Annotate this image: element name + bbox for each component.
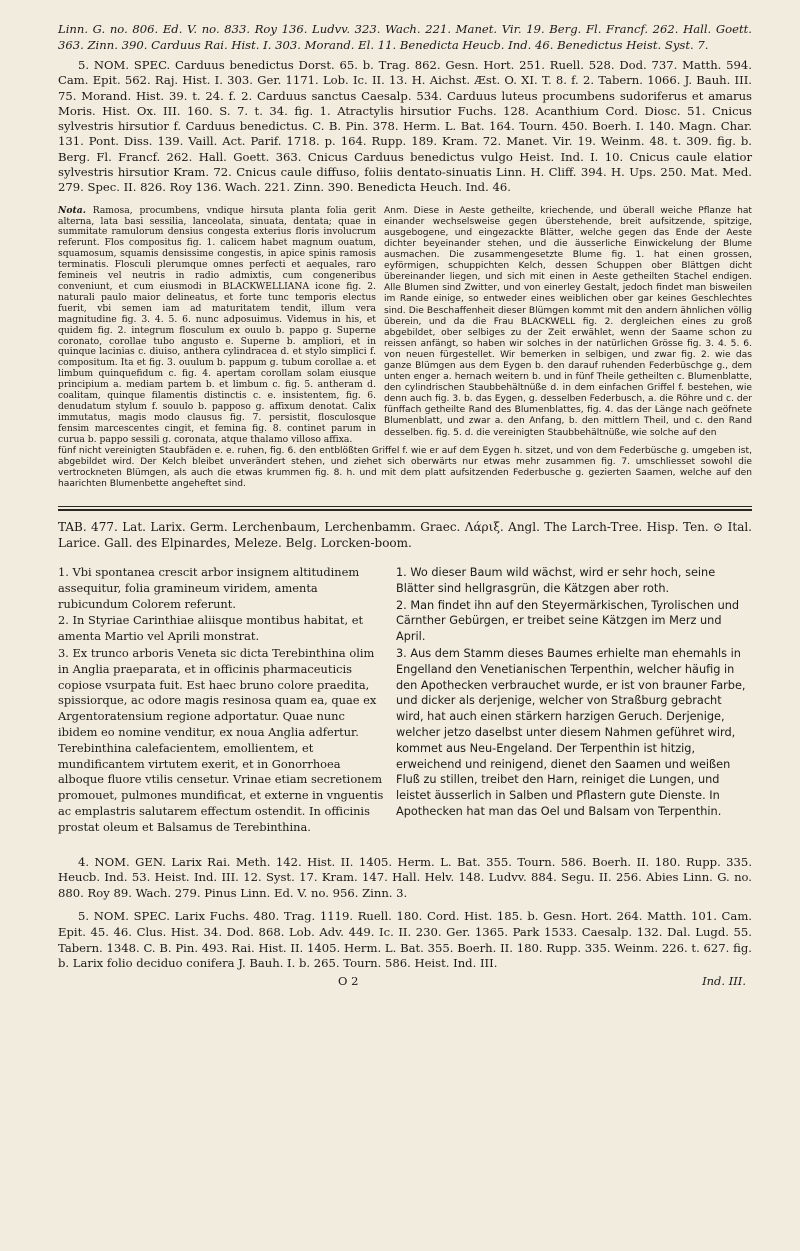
larix-german-column: [396, 565, 752, 821]
larix-latin-column: [58, 565, 386, 837]
larix-latin-para: 3. Ex trunco arboris Veneta sic dicta Terebinthina olim in Anglia praeparata, et in officinis pharmaceuticis copiose vsurpata fuit. Est haec bruno colore praedita, spissiorque, ac odore magis resinosa quam ea, quae ex Argentoratensium regione adportatur. Quae nunc ibidem eo nomine venditur, ex noua Anglia adfertur. Terebinthina calefacientem, emollientem, et mundificantem virtutem exerit, et in Gonorrhoea alboque fluore vtilis censetur. Vrinae etiam secretionem promouet, pulmones mundificat, et externe in vnguentis ac emplastris salutarem effectum ostendit. In officinis prostat oleum et Balsamus de Terebinthina.: [58, 645, 384, 834]
nom-gen: 4. NOM. GEN. Larix Rai. Meth. 142. Hist. II. 1405. Herm. L. Bat. 355. Tourn. 586. Boerh. II. 180. Rupp. 335. Heucb. Ind. 53. Heist. Ind. III. 12. Syst. 17. Kram. 147. Hall. Helv. 148. Ludvv. 884. Segu. II. 256. Abies Linn. G. no. 880. Roy 89. Wach. 279. Pinus Linn. Ed. V. no. 956. Zinn. 3.: [58, 854, 752, 900]
nota-latin-column: [58, 206, 376, 446]
larix-latin-para: 2. In Styriae Carinthiae aliisque montibus habitat, et amenta Martio vel Aprili monstrat.: [58, 613, 364, 644]
larix-latin-para: 1. Vbi spontanea crescit arbor insignem altitudinem assequitur, folia gramineum viridem, amenta rubicundum Colorem referunt.: [58, 564, 360, 611]
nota-lead: Nota.: [58, 204, 86, 216]
larix-german-para: 3. Aus dem Stamm dieses Baumes erhielte man ehemahls in Engelland den Venetianischen Terpenthin, welcher häufig in den Apothecken verbrauchet wurde, er ist von brauner Farbe, und dicker als derjenige, welcher von Straßburg gebracht wird, hat auch einen stärkern harzigen Geruch. Derjenige, welcher jetzo daselbst unter diesem Nahmen geführet wird, kommet aus Neu-Engeland. Der Terpenthin ist hitzig, erweichend und reinigend, dienet den Saamen und weißen Fluß zu stillen, treibet den Harn, reiniget die Lungen, und leistet äusserlich in Salben und Pflastern gute Dienste. In Apothecken hat man das Oel und Balsam von Terpenthin.: [396, 646, 746, 818]
species-synonyms: 5. NOM. SPEC. Carduus benedictus Dorst. 65. b. Trag. 862. Gesn. Hort. 251. Ruell. 528. Dod. 737. Matth. 594. Cam. Epit. 562. Raj. Hist. I. 303. Ger. 1171. Lob. Ic. II. 13. H. Aichst. Æst. O. XI. T. 8. f. 2. Tabern. 1066. J. Bauh. III. 75. Morand. Hist. 39. t. 24. f. 2. Carduus sanctus Caesalp. 534. Carduus luteus procumbens sudoriferus et amarus Moris. Hist. Ox. III. 160. S. 7. t. 34. fig. 1. Atractylis hirsutior Fuchs. 128. Acanthium Cord. Diosc. 51. Cnicus sylvestris hirsutior f. Carduus benedictus. C. B. Pin. 378. Herm. L. Bat. 164. Tourn. 450. Boerh. I. 140. Magn. Char. 131. Pont. Diss. 139. Vaill. Act. Parif. 1718. p. 164. Rupp. 189. Kram. 72. Manet. Vir. 19. Weinm. 48. t. 309. fig. b. Berg. Fl. Francf. 262. Hall. Goett. 363. Cnicus Carduus benedictus vulgo Heist. Ind. I. 10. Cnicus caule elatior sylvestris hirsutior Kram. 72. Cnicus caule diffuso, foliis dentato-sinuatis Linn. H. Cliff. 394. H. Ups. 250. Mat. Med. 279. Spec. II. 826. Roy 136. Wach. 221. Zinn. 390. Benedicta Heuch. Ind. 46.: [58, 58, 752, 195]
section-divider: [58, 506, 752, 511]
larix-german-para: 1. Wo dieser Baum wild wächst, wird er sehr hoch, seine Blätter sind hellgrasgrün, die Kätzgen aber roth.: [396, 565, 716, 595]
tab-title: TAB. 477. Lat. Larix. Germ. Lerchenbaum, Lerchenbamm. Graec. Λάριξ. Angl. The Larch-Tree. Hisp. Ten. ⊙ Ital. Larice. Gall. des Elpinardes, Meleze. Belg. Lorcken-boom.: [58, 519, 752, 550]
larix-description: [58, 565, 752, 837]
page-footer: [58, 974, 752, 988]
signature-mark: O 2: [338, 973, 359, 988]
catchword: Ind. III.: [702, 973, 746, 988]
nota-latin-text: Ramosa, procumbens, vndique hirsuta planta folia gerit alterna, lata basi sessilia, lanceolata, sinuata, dentata; quae in summitate ramulorum densius congesta exterius floris involucrum referunt. Flos compositus fig. 1. calicem habet magnum ouatum, squamosum, squamis densissime congestis, in apice spinis ramosis terminatis. Flosculi plerumque omnes perfecti et aequales, raro femineis vel neutris in radio admixtis, cum congeneribus conveniunt, et cum eiusmodi in BLACKWELLIANA icone fig. 2. naturali paulo maior delineatus, et forte tunc temporis electus fuerit, vbi semen iam ad maturitatem tendit, illum vera magnitudine fig. 3. 4. 5. 6. nunc adposuimus. Videmus in his, et quidem fig. 2. integrum flosculum ex ouulo b. pappo g. Superne coronato, corollae tubo angusto e. Superne b. ampliori, et in quinque lacinias c. diuiso, anthera cylindracea d. et stylo simplici f. compositum. Ita et fig. 3. ouulum b. pappum g. tubum corollae a. et limbum quinquefidum c. fig. 4. apertam corollam solam eiusque principium a. mediam partem b. et limbum c. fig. 5. antheram d. coalitam, quinque filamentis distinctis c. e. insistentem, fig. 6. denudatum stylum f. souulo b. papposo g. affixum denotat. Calix immutatus, magis modo clausus fig. 7. persistit, flosculosque fensim marcescentes cingit, et femina fig. 8. continet parum in curua b. pappo sessili g. coronata, atque thalamo villoso affixa.: [58, 204, 376, 445]
nota-section: [58, 206, 752, 446]
nom-spec: 5. NOM. SPEC. Larix Fuchs. 480. Trag. 1119. Ruell. 180. Cord. Hist. 185. b. Gesn. Hort. 264. Matth. 101. Cam. Epit. 45. 46. Clus. Hist. 34. Dod. 868. Lob. Adv. 449. Ic. II. 230. Ger. 1365. Park 1533. Caesalp. 132. Dal. Lugd. 55. Tabern. 1348. C. B. Pin. 493. Rai. Hist. II. 1405. Herm. L. Bat. 355. Boerh. II. 180. Rupp. 335. Weinm. 226. t. 627. fig. b. Larix folio deciduo conifera J. Bauh. I. b. 265. Tourn. 586. Heist. Ind. III.: [58, 909, 752, 971]
genus-references: Linn. G. no. 806. Ed. V. no. 833. Roy 136. Ludvv. 323. Wach. 221. Manet. Vir. 19. Berg. Fl. Francf. 262. Hall. Goett. 363. Zinn. 390. Carduus Rai. Hist. I. 303. Morand. El. 11. Benedicta Heucb. Ind. 46. Benedictus Heist. Syst. 7.: [58, 22, 752, 52]
larix-german-para: 2. Man findet ihn auf den Steyermärkischen, Tyrolischen und Cärnther Gebürgen, er treibet seine Kätzgen im Merz und April.: [396, 598, 740, 644]
nota-german-continuation: fünf nicht vereinigten Staubfäden e. e. ruhen, fig. 6. den entblößten Griffel f. wie er auf dem Eygen h. sitzet, und von dem Federbüsche g. umgeben ist, abgebildet wird. Der Kelch bleibet unverändert stehen, und ziehet sich oberwärts nur etwas mehr zusammen fig. 7. umschliesset sowohl die vertrockneten Blümgen, als auch die etwas krummen fig. 8. h. und mit dem platt aufsitzenden Federbusche g. gezierten Saamen, welche auf den haarichten Blumenbette angeheftet sind.: [58, 445, 752, 489]
nota-german-column: Anm. Diese in Aeste getheilte, kriechende, und überall weiche Pflanze hat einander wechselsweise gegen überstehende, breit aufsitzende, spitzige, ausgebogene, und eingezackte Blätter, welche gegen das Ende der Aeste dichter beyeinander stehen, und die äusserliche Einwickelung der Blume ausmachen. Die zusammengesetzte Blume fig. 1. hat einen grossen, eyförmigen, schuppichten Kelch, dessen Schuppen ober Blättgen dicht übereinander liegen, und sich mit einen in Aeste getheilten Stachel endigen. Alle Blumen sind Zwitter, und von einerley Gestalt, jedoch findet man bisweilen im Rande einige, so entweder eines weiblichen ober gar keines Geschlechtes sind. Die Beschaffenheit dieser Blümgen kommt mit den andern ähnlichen völlig überein, und da die Frau BLACKWELL fig. 2. dergleichen eines zu groß abgebildet, ober selbiges zu der Zeit erwählet, wenn der Saame schon zu reissen anfängt, so haben wir solches in der natürlichen Grösse fig. 3. 4. 5. 6. von neuen fürgestellet. Wir bemerken in selbigen, und zwar fig. 2. wie das ganze Blümgen aus dem Eygen b. den darauf ruhenden Federbüschge g., dem unten enger a. hernach weitern b. und in fünf Theile getheilten c. Blumenblatte, den cylindrischen Staubbehältnüße d. in dem einfachen Griffel f. bestehen, wie denn auch fig. 3. b. das Eygen, g. desselben Federbusch, a. die Röhre und c. der fünffach getheilte Rand des Blumenblattes, fig. 4. das der Länge nach geöfnete Blumenblatt, und zwar a. den Anfang, b. den mittlern Theil, und c. den Rand desselben. fig. 5. d. die vereinigten Staubbehältnüße, wie solche auf den: [384, 205, 752, 438]
